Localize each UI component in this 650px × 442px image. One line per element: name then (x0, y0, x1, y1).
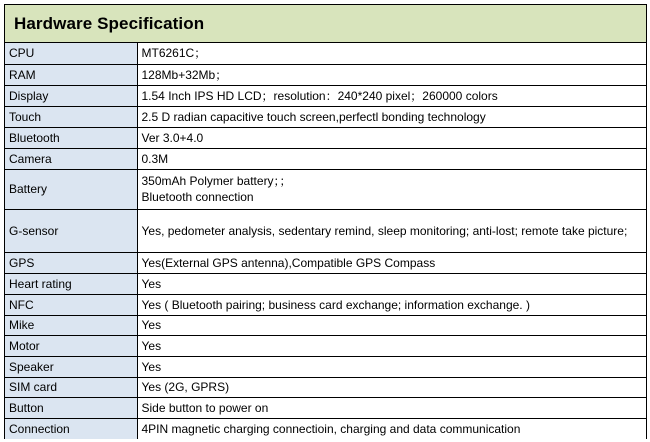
spec-label: RAM (5, 64, 137, 85)
spec-value: 0.3M (137, 148, 646, 169)
spec-label: SIM card (5, 377, 137, 397)
row-bluetooth (5, 127, 646, 148)
spec-value-line: 350mAh Polymer battery；； (141, 174, 292, 188)
spec-value: Yes (137, 273, 646, 294)
row-touch (5, 106, 646, 127)
spec-label: Heart rating (5, 273, 137, 294)
spec-label: CPU (5, 43, 137, 64)
row-camera (5, 148, 646, 169)
spec-value: MT6261C； (137, 43, 646, 64)
spec-value: Side button to power on (137, 397, 646, 418)
spec-value: Yes(External GPS antenna),Compatible GPS Compass (137, 252, 646, 273)
spec-value: Yes (137, 356, 646, 377)
row-speaker (5, 356, 646, 377)
spec-value: 4PIN magnetic charging connectioin, charging and data communication (137, 418, 646, 439)
spec-value: 1.54 Inch IPS HD LCD；resolution：240*240 pixel；260000 colors (137, 85, 646, 106)
row-button (5, 397, 646, 418)
spec-value: Yes, pedometer analysis, sedentary remind, sleep monitoring; anti-lost; remote take picture; (137, 209, 646, 252)
row-cpu (5, 43, 646, 64)
spec-value-line: Bluetooth connection (141, 190, 254, 204)
row-gps (5, 252, 646, 273)
spec-label: Bluetooth (5, 127, 137, 148)
row-connection (5, 418, 646, 439)
spec-grid (5, 43, 646, 439)
row-heart-rating (5, 273, 646, 294)
spec-label: Connection (5, 418, 137, 439)
spec-value (137, 169, 646, 209)
spec-value: Yes (137, 335, 646, 356)
spec-value: 2.5 D radian capacitive touch screen,perfectl bonding technology (137, 106, 646, 127)
spec-label: GPS (5, 252, 137, 273)
spec-label: Touch (5, 106, 137, 127)
row-battery (5, 169, 646, 209)
spec-value: Ver 3.0+4.0 (137, 127, 646, 148)
spec-label: G-sensor (5, 209, 137, 252)
row-g-sensor (5, 209, 646, 252)
hardware-spec-table (4, 4, 647, 439)
spec-value: Yes (2G, GPRS) (137, 377, 646, 397)
row-sim-card (5, 377, 646, 397)
row-motor (5, 335, 646, 356)
row-nfc (5, 294, 646, 315)
row-display (5, 85, 646, 106)
spec-label: Display (5, 85, 137, 106)
spec-value: Yes ( Bluetooth pairing; business card exchange; information exchange. ) (137, 294, 646, 315)
spec-label: NFC (5, 294, 137, 315)
spec-value: 128Mb+32Mb； (137, 64, 646, 85)
spec-label: Mike (5, 315, 137, 335)
row-mike (5, 315, 646, 335)
row-ram (5, 64, 646, 85)
spec-label: Button (5, 397, 137, 418)
table-title: Hardware Specification (5, 5, 646, 43)
spec-value: Yes (137, 315, 646, 335)
spec-label: Speaker (5, 356, 137, 377)
spec-label: Motor (5, 335, 137, 356)
spec-label: Camera (5, 148, 137, 169)
spec-label: Battery (5, 169, 137, 209)
